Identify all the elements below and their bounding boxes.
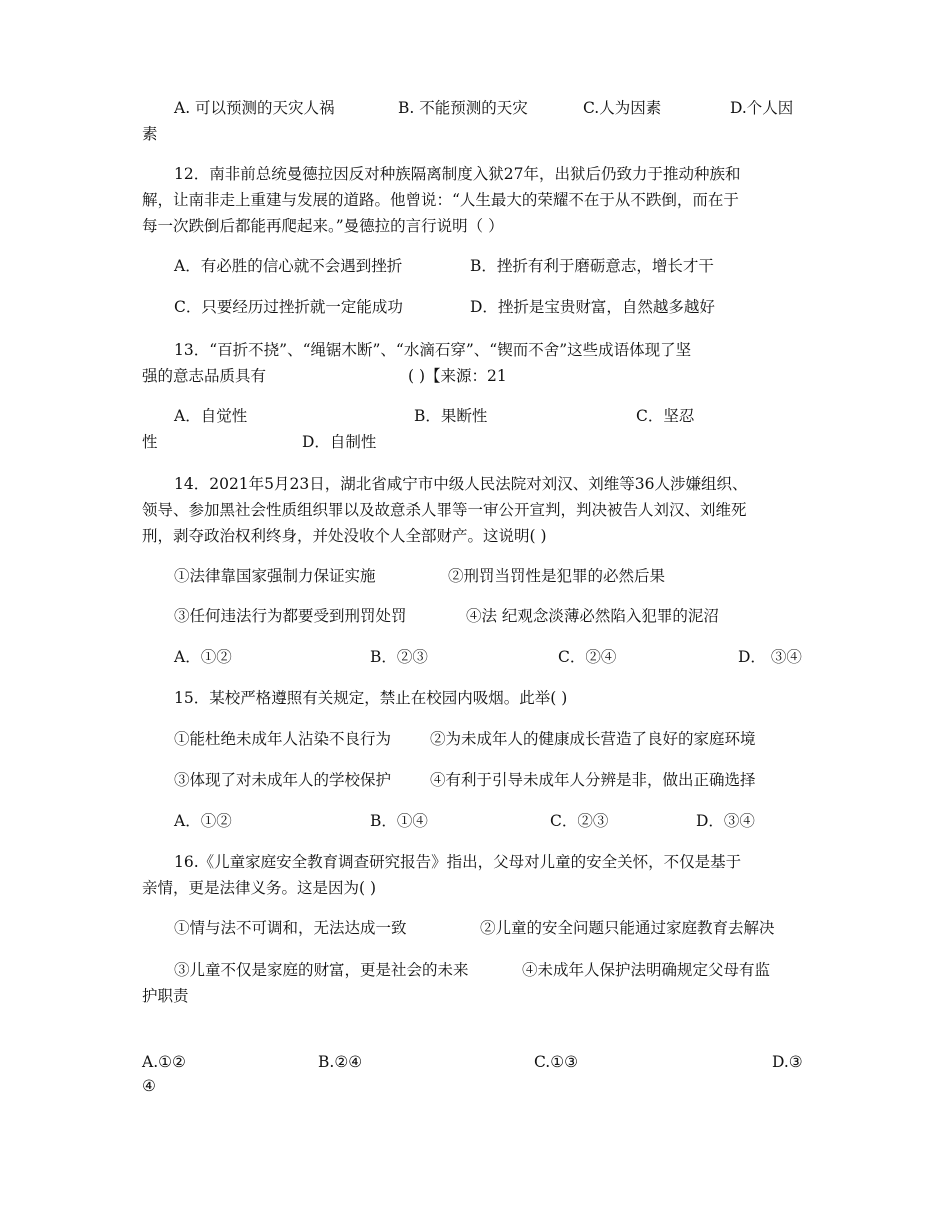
q14-stem-line-2: 领导、参加黑社会性质组织罪以及故意杀人罪等一审公开宣判，判决被告人刘汉、刘维死 (142, 501, 747, 519)
q16-option-d-wrap: ④ (142, 1077, 156, 1095)
q16-option-b: B.②④ (318, 1053, 363, 1071)
q14-option-c: C．②④ (558, 648, 617, 666)
q15-option-a: A．①② (174, 812, 232, 830)
q14-statement-4: ④法 纪观念淡薄必然陷入犯罪的泥沼 (466, 607, 719, 625)
q15-statement-2: ②为未成年人的健康成长营造了良好的家庭环境 (430, 730, 756, 748)
q14-stem-line-3: 刑，剥夺政治权利终身，并处没收个人全部财产。这说明( ) (142, 527, 547, 545)
q14-option-a: A．①② (174, 648, 232, 666)
q11-option-b: B. 不能预测的天灾 (398, 99, 528, 117)
q15-option-c: C．②③ (550, 812, 609, 830)
q16-statement-4: ④未成年人保护法明确规定父母有监 (522, 961, 771, 979)
q13-answer-blank: ( )【来源：21 (408, 367, 507, 385)
q14-stem-line-1: 14．2021年5月23日，湖北省咸宁市中级人民法院对刘汉、刘维等36人涉嫌组织、 (174, 475, 748, 493)
q16-statement-2: ②儿童的安全问题只能通过家庭教育去解决 (480, 919, 775, 937)
q13-option-d: D．自制性 (302, 433, 377, 451)
q13-stem-line-2: 强的意志品质具有 (142, 367, 267, 385)
q12-option-b: B．挫折有利于磨砺意志，增长才干 (470, 257, 714, 275)
q12-stem-line-3: 每一次跌倒后都能再爬起来。”曼德拉的言行说明（ ） (142, 217, 504, 235)
q15-statement-4: ④有利于引导未成年人分辨是非，做出正确选择 (430, 771, 756, 789)
q15-option-b: B．①④ (370, 812, 428, 830)
q11-option-a: A. 可以预测的天灾人祸 (174, 99, 335, 117)
q16-statement-3: ③儿童不仅是家庭的财富，更是社会的未来 (174, 961, 469, 979)
q16-stem-line-1: 16.《儿童家庭安全教育调查研究报告》指出，父母对儿童的安全关怀，不仅是基于 (174, 853, 742, 871)
q13-option-b: B．果断性 (414, 407, 488, 425)
q13-option-a: A．自觉性 (174, 407, 248, 425)
q14-option-d: D． ③④ (738, 648, 802, 666)
q14-statement-3: ③任何违法行为都要受到刑罚处罚 (174, 607, 407, 625)
q15-option-d: D．③④ (696, 812, 755, 830)
q15-statement-3: ③体现了对未成年人的学校保护 (174, 771, 392, 789)
q16-statement-1: ①情与法不可调和，无法达成一致 (174, 919, 407, 937)
q12-stem-line-2: 解，让南非走上重建与发展的道路。他曾说：“人生最大的荣耀不在于从不跌倒，而在于 (142, 191, 739, 209)
q15-statement-1: ①能杜绝未成年人沾染不良行为 (174, 730, 392, 748)
q12-stem-line-1: 12．南非前总统曼德拉因反对种族隔离制度入狱27年，出狱后仍致力于推动种族和 (174, 165, 741, 183)
q16-statement-4-wrap: 护职责 (142, 987, 189, 1005)
q12-option-c: C．只要经历过挫折就一定能成功 (174, 298, 403, 316)
q15-stem: 15．某校严格遵照有关规定，禁止在校园内吸烟。此举( ) (174, 689, 568, 707)
q12-option-a: A．有必胜的信心就不会遇到挫折 (174, 257, 403, 275)
q14-statement-1: ①法律靠国家强制力保证实施 (174, 567, 376, 585)
q13-option-c: C．坚忍 (636, 407, 695, 425)
q13-option-c-wrap: 性 (142, 433, 158, 451)
q11-option-c: C.人为因素 (583, 99, 662, 117)
q14-statement-2: ②刑罚当罚性是犯罪的必然后果 (448, 567, 666, 585)
q11-option-d-wrap: 素 (142, 125, 158, 143)
q11-option-d: D.个人因 (730, 99, 794, 117)
q16-option-d: D.③ (772, 1053, 803, 1071)
q12-option-d: D．挫折是宝贵财富，自然越多越好 (470, 298, 715, 316)
q16-stem-line-2: 亲情，更是法律义务。这是因为( ) (142, 879, 377, 897)
q16-option-a: A.①② (142, 1053, 186, 1071)
q16-option-c: C.①③ (534, 1053, 579, 1071)
q13-stem-line-1: 13．“百折不挠”、“绳锯木断”、“水滴石穿”、“锲而不舍”这些成语体现了坚 (174, 341, 692, 359)
q14-option-b: B．②③ (370, 648, 428, 666)
